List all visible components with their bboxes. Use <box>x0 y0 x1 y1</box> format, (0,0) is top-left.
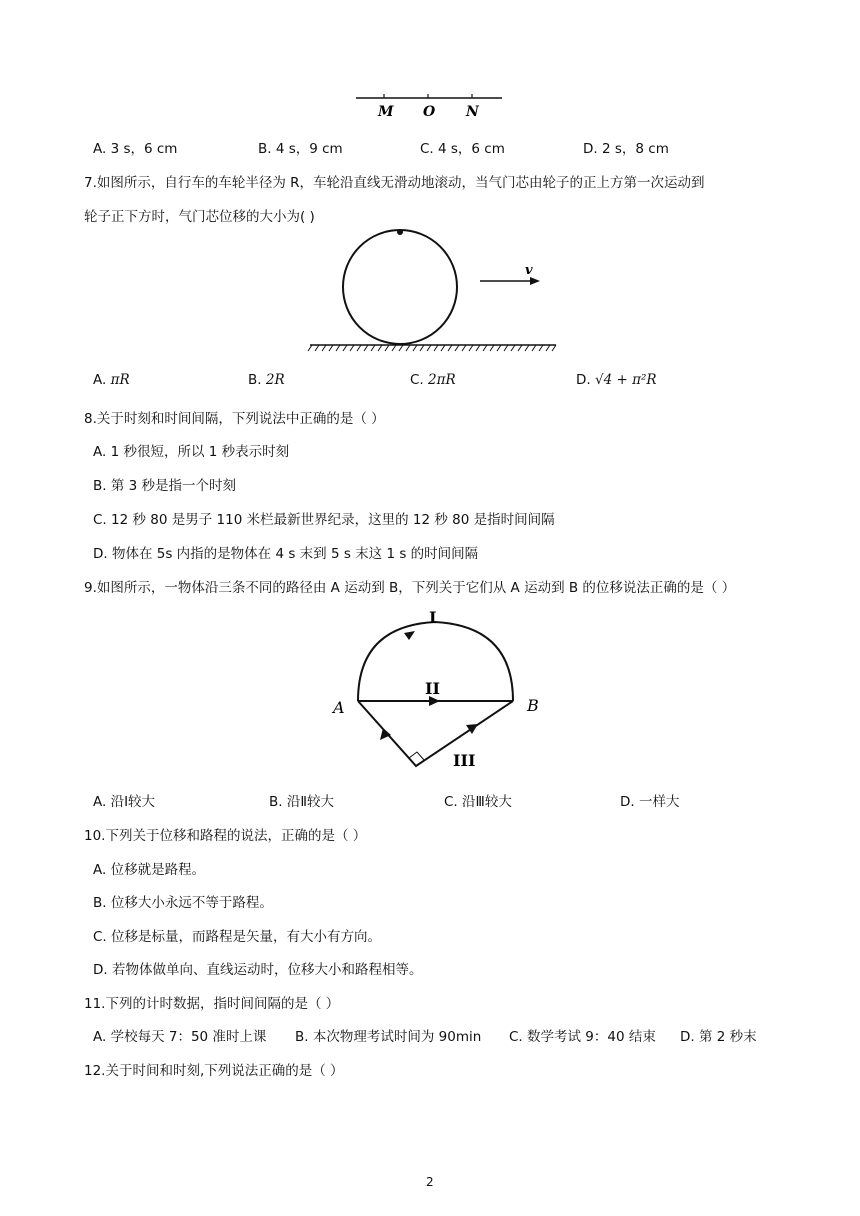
rolling-wheel-figure <box>300 224 570 354</box>
page-number: 2 <box>426 1175 434 1189</box>
q11-option-a: A. 学校每天 7：50 准时上课 <box>93 1029 267 1045</box>
q11-stem: 11.下列的计时数据，指时间间隔的是（ ） <box>84 996 340 1012</box>
q6-option-c: C. 4 s，6 cm <box>420 141 505 157</box>
q8-option-d: D. 物体在 5s 内指的是物体在 4 s 末到 5 s 末这 1 s 的时间间隔 <box>93 546 479 562</box>
point-b-label: B <box>527 696 539 715</box>
q8-option-a: A. 1 秒很短，所以 1 秒表示时刻 <box>93 444 290 460</box>
path-1-label: I <box>429 608 437 627</box>
q8-option-b: B. 第 3 秒是指一个时刻 <box>93 478 237 494</box>
mon-number-line-figure <box>350 90 510 122</box>
path-3-label: III <box>453 751 476 770</box>
q7-stem-line2: 轮子正下方时，气门芯位移的大小为( ) <box>84 209 315 225</box>
q11-option-b: B. 本次物理考试时间为 90min <box>295 1029 482 1045</box>
q11-option-d: D. 第 2 秒末 <box>680 1029 757 1045</box>
q8-option-c: C. 12 秒 80 是男子 110 米栏最新世界纪录，这里的 12 秒 80 是指时间间隔 <box>93 512 555 528</box>
q10-stem: 10.下列关于位移和路程的说法，正确的是（ ） <box>84 828 367 844</box>
q6-option-d: D. 2 s，8 cm <box>583 141 669 157</box>
point-a-label: A <box>333 698 345 717</box>
path-2-label: II <box>425 679 440 698</box>
q12-stem: 12.关于时间和时刻,下列说法正确的是（ ） <box>84 1063 344 1079</box>
q9-option-c: C. 沿Ⅲ较大 <box>444 794 512 810</box>
q10-option-d: D. 若物体做单向、直线运动时，位移大小和路程相等。 <box>93 962 423 978</box>
q8-stem: 8.关于时刻和时间间隔，下列说法中正确的是（ ） <box>84 411 385 427</box>
q10-option-a: A. 位移就是路程。 <box>93 862 206 878</box>
three-paths-figure <box>325 598 555 778</box>
q10-option-b: B. 位移大小永远不等于路程。 <box>93 895 273 911</box>
q11-option-c: C. 数学考试 9：40 结束 <box>509 1029 656 1045</box>
q6-option-b: B. 4 s，9 cm <box>258 141 343 157</box>
q7-option-b: B. 2R <box>248 372 285 388</box>
q9-option-b: B. 沿Ⅱ较大 <box>269 794 334 810</box>
q7-option-a: A. πR <box>93 372 130 388</box>
label-n: N <box>466 104 479 120</box>
velocity-label: v <box>525 263 533 278</box>
label-o: O <box>423 104 436 120</box>
q7-option-c: C. 2πR <box>410 372 456 388</box>
label-m: M <box>378 104 394 120</box>
q6-option-a: A. 3 s，6 cm <box>93 141 178 157</box>
q10-option-c: C. 位移是标量，而路程是矢量，有大小有方向。 <box>93 929 382 945</box>
q9-stem: 9.如图所示，一物体沿三条不同的路径由 A 运动到 B，下列关于它们从 A 运动到 B 的位移说法正确的是（ ） <box>84 580 736 596</box>
q7-stem-line1: 7.如图所示，自行车的车轮半径为 R，车轮沿直线无滑动地滚动，当气门芯由轮子的正上方第一次运动到 <box>84 175 705 191</box>
q9-option-a: A. 沿Ⅰ较大 <box>93 794 156 810</box>
q7-option-d: D. √4 + π²R <box>576 372 657 388</box>
q9-option-d: D. 一样大 <box>620 794 680 810</box>
